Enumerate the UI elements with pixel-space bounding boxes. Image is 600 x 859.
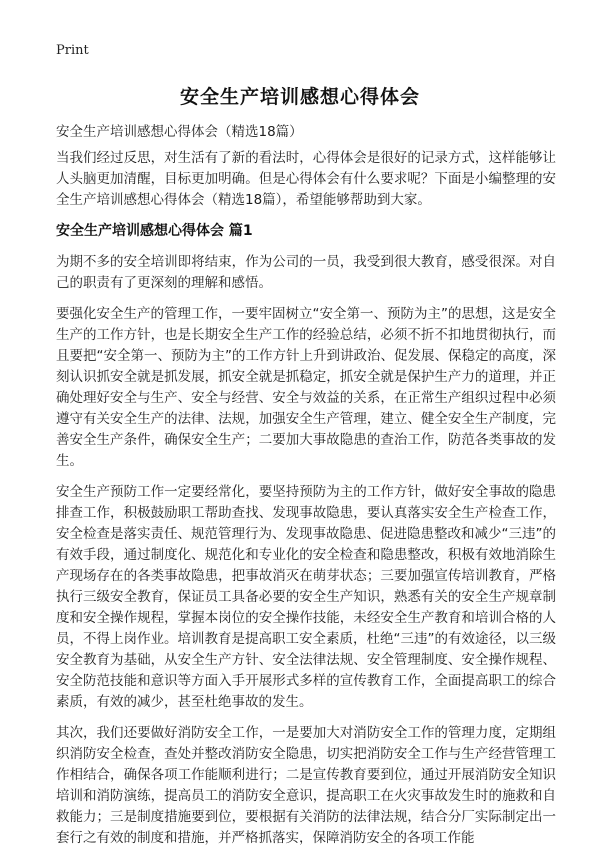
body-paragraph: 其次，我们还要做好消防安全工作，一是要加大对消防安全工作的管理力度，定期组织消防安全检查，查处并整改消防安全隐患，切实把消防安全工作与生产经营管理工作相结合，确保各项工作能顺利进行；二是宣传教育要到位，通过开展消防安全知识培训和消防演练，提高员工的消防安全意识，提高职工在火灾事故发生时的施救和自救能力；三是制度措施要到位，要根据有关消防的法律法规，结合分厂实际制定出一套行之有效的制度和措施，并严格抓落实，保障消防安全的各项工作能 xyxy=(56,725,556,846)
document-subtitle: 安全生产培训感想心得体会（精选18篇） xyxy=(56,124,303,140)
body-paragraph: 安全生产预防工作一定要经常化，要坚持预防为主的工作方针，做好安全事故的隐患排查工作，积极鼓励职工帮助查找、发现事故隐患，要认真落实安全生产检查工作，安全检查是落实责任、规范管理行为、发现事故隐患、促进隐患整改和减少“三违”的有效手段，通过制度化、规范化和专业化的安全检查和隐患整改，积极有效地消除生产现场存在的各类事故隐患，把事故消灭在萌芽状态；三要加强宣传培训教育，严格执行三级安全教育，保证员工具备必要的安全生产知识，熟悉有关的安全生产规章制度和安全操作规程，掌握本岗位的安全操作技能，未经安全生产教育和培训合格的人员，不得上岗作业。培训教育是提高职工安全素质，杜绝“三违”的有效途径，以三级安全教育为基础，从安全生产方针、安全法律法规、安全管理制度、安全操作规程、安全防范技能和意识等方面入手开展形式多样的宣传教育工作，全面提高职工的综合素质，有效的减少，甚至杜绝事故的发生。 xyxy=(56,484,556,710)
body-paragraph: 要强化安全生产的管理工作，一要牢固树立“安全第一、预防为主”的思想，这是安全生产的工作方针，也是长期安全生产工作的经验总结，必须不折不扣地贯彻执行，而且要把“安全第一、预防为主”的工作方针上升到讲政治、促发展、保稳定的高度，深刻认识抓安全就是抓发展，抓安全就是抓稳定，抓安全就是保护生产力的道理，并正确处理好安全与生产、安全与经营、安全与效益的关系，在正常生产组织过程中必须遵守有关安全生产的法律、法规，加强安全生产管理，建立、健全安全生产制度，完善安全生产条件，确保安全生产；二要加大事故隐患的查治工作，防范各类事故的发生。 xyxy=(56,306,556,469)
print-link[interactable]: Print xyxy=(56,43,89,58)
body-paragraph: 为期不多的安全培训即将结束，作为公司的一员，我受到很大教育，感受很深。对自己的职责有了更深刻的理解和感悟。 xyxy=(56,254,556,291)
intro-paragraph: 当我们经过反思，对生活有了新的看法时，心得体会是很好的记录方式，这样能够让人头脑更加清醒，目标更加明确。但是心得体会有什么要求呢？下面是小编整理的安全生产培训感想心得体会（精选18篇），希望能够帮助到大家。 xyxy=(56,150,556,208)
section-heading: 安全生产培训感想心得体会 篇1 xyxy=(56,223,253,239)
page-title: 安全生产培训感想心得体会 xyxy=(179,86,420,108)
document-body xyxy=(56,148,556,859)
